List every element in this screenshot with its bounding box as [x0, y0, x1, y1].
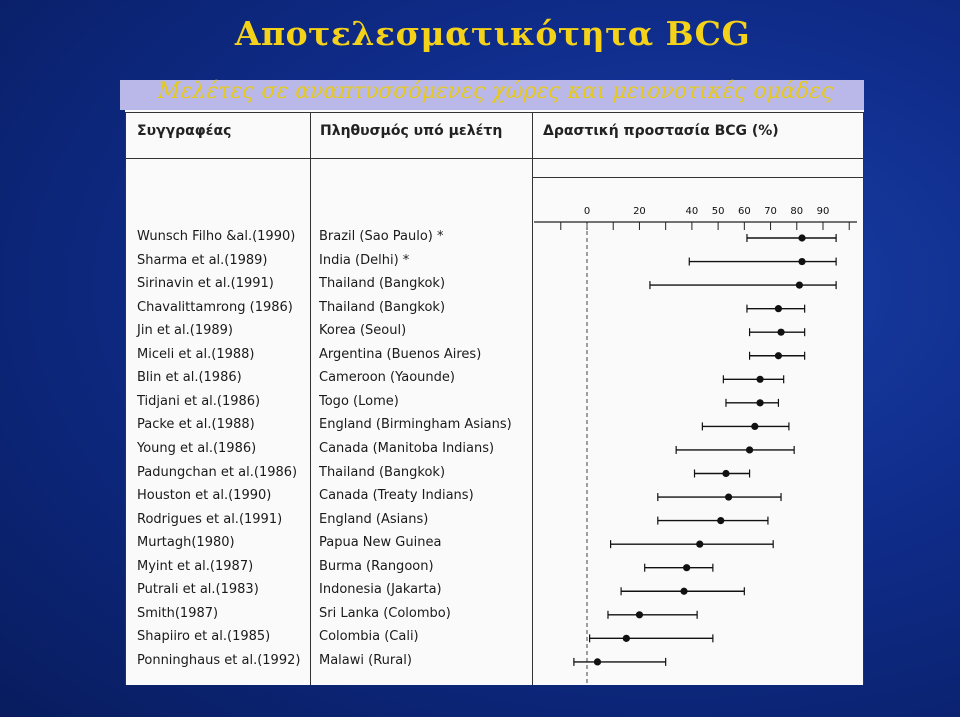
study-author: Wunsch Filho &al.(1990)	[137, 229, 296, 244]
study-population: Colombia (Cali)	[319, 629, 419, 645]
slide-title: Αποτελεσματικότητα BCG	[234, 14, 751, 53]
x-tick-label: 0	[583, 206, 591, 217]
study-population: Cameroon (Yaounde)	[319, 370, 455, 386]
point-estimate	[696, 541, 703, 548]
study-author: Murtagh(1980)	[137, 535, 235, 551]
point-estimate	[775, 305, 782, 312]
slide-subtitle: Μελέτες σε αναπτυσσόμενες χώρες και μειονοτικές ομάδες	[158, 79, 834, 104]
point-estimate	[746, 446, 753, 453]
header-population: Πληθυσμός υπό μελέτη	[320, 123, 503, 139]
study-population: Malawi (Rural)	[319, 652, 412, 668]
study-author: Miceli et al.(1988)	[137, 346, 255, 362]
study-author: Ponninghaus et al.(1992)	[137, 652, 301, 668]
point-estimate	[683, 564, 690, 571]
study-author: Padungchan et al.(1986)	[137, 464, 298, 480]
point-estimate	[751, 423, 758, 430]
x-tick-label: 40	[685, 206, 699, 217]
study-population: Togo (Lome)	[319, 393, 399, 409]
study-population: England (Birmingham Asians)	[319, 417, 512, 433]
study-population: England (Asians)	[319, 511, 429, 527]
study-author: Blin et al.(1986)	[137, 370, 242, 386]
study-author: Jin et al.(1989)	[137, 323, 233, 339]
point-estimate	[680, 588, 687, 595]
point-estimate	[777, 329, 784, 336]
point-estimate	[756, 399, 763, 406]
header-protection: Δραστική προστασία BCG (%)	[543, 123, 779, 139]
study-population: Thailand (Bangkok)	[319, 299, 446, 315]
study-population: Thailand (Bangkok)	[319, 276, 446, 292]
study-author: Packe et al.(1988)	[137, 417, 255, 433]
study-author: Shapiiro et al.(1985)	[137, 629, 271, 645]
study-population: India (Delhi) *	[319, 252, 410, 268]
study-author: Rodrigues et al.(1991)	[137, 511, 283, 527]
x-tick-label: 90	[816, 206, 830, 217]
point-estimate	[796, 282, 803, 289]
study-author: Chavalittamrong (1986)	[137, 299, 293, 315]
study-author: Smith(1987)	[137, 605, 219, 621]
point-estimate	[623, 635, 630, 642]
study-population: Sri Lanka (Colombo)	[319, 605, 451, 621]
point-estimate	[798, 258, 805, 265]
point-estimate	[722, 470, 729, 477]
x-tick-label: 70	[764, 206, 777, 217]
point-estimate	[756, 376, 763, 383]
study-population: Canada (Manitoba Indians)	[319, 440, 495, 456]
study-population: Indonesia (Jakarta)	[319, 582, 442, 598]
x-tick-label: 60	[737, 206, 751, 217]
point-estimate	[594, 658, 601, 665]
study-population: Argentina (Buenos Aires)	[319, 346, 482, 362]
x-tick-label: 20	[633, 206, 646, 217]
point-estimate	[717, 517, 724, 524]
point-estimate	[725, 493, 732, 500]
study-author: Myint et al.(1987)	[137, 558, 254, 574]
x-tick-label: 80	[790, 206, 804, 217]
study-author: Putrali et al.(1983)	[137, 582, 259, 598]
study-population: Brazil (Sao Paulo) *	[319, 229, 444, 244]
study-author: Young et al.(1986)	[137, 440, 257, 456]
study-author: Sirinavin et al.(1991)	[137, 276, 274, 292]
point-estimate	[636, 611, 643, 618]
point-estimate	[775, 352, 782, 359]
study-population: Korea (Seoul)	[319, 323, 407, 339]
study-population: Thailand (Bangkok)	[319, 464, 446, 480]
study-author: Sharma et al.(1989)	[137, 252, 268, 268]
study-population: Canada (Treaty Indians)	[319, 488, 474, 504]
x-tick-label: 50	[711, 206, 725, 217]
point-estimate	[798, 234, 805, 241]
study-population: Burma (Rangoon)	[319, 558, 434, 574]
study-population: Papua New Guinea	[319, 535, 442, 551]
header-author: Συγγραφέας	[137, 123, 232, 139]
study-author: Tidjani et al.(1986)	[137, 393, 261, 409]
study-author: Houston et al.(1990)	[137, 488, 272, 504]
